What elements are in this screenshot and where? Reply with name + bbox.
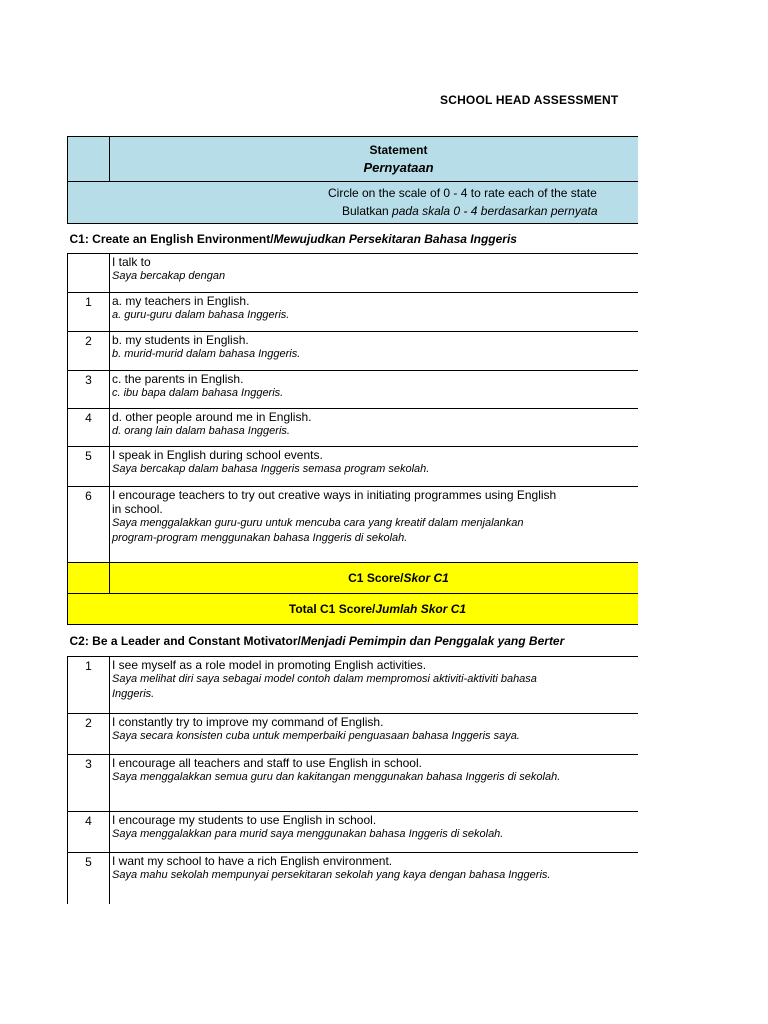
table-row <box>68 487 639 563</box>
statement-header: Statement <box>369 143 428 157</box>
section-c1-heading <box>68 224 639 254</box>
statement-text-ms: b. murid-murid dalam bahasa Inggeris. <box>112 348 301 360</box>
table-row <box>68 371 639 409</box>
statement-text-ms: Saya melihat diri saya sebagai model contoh dalam mempromosi aktiviti-aktiviti bahasa <box>112 673 537 685</box>
item-number: 4 <box>68 812 110 853</box>
statement-text-ms-cont: Inggeris. <box>112 688 155 700</box>
table-row <box>68 332 639 371</box>
statement-text: d. other people around me in English. <box>112 410 312 424</box>
statement-header-ms: Pernyataan <box>363 160 434 175</box>
item-number: 5 <box>68 447 110 487</box>
statement-text-ms: c. ibu bapa dalam bahasa Inggeris. <box>112 387 284 399</box>
table-row <box>68 254 639 293</box>
c1-title-ms: Mewujudkan Persekitaran Bahasa Inggeris <box>273 231 517 246</box>
statement-text-ms: Saya bercakap dengan <box>112 270 226 282</box>
instructions-en: Circle on the scale of 0 - 4 to rate each of the state <box>328 186 597 200</box>
statement-text: I talk to <box>112 255 151 269</box>
table-row <box>68 657 639 714</box>
statement-text: c. the parents in English. <box>112 372 244 386</box>
item-number: 2 <box>68 714 110 755</box>
table-row <box>68 812 639 853</box>
c1-total-row <box>68 594 639 625</box>
table-row <box>68 447 639 487</box>
statement-text-ms: Saya mahu sekolah mempunyai persekitaran sekolah yang kaya dengan bahasa Inggeris. <box>112 869 551 881</box>
item-number: 1 <box>68 657 110 714</box>
statement-text-ms: Saya menggalakkan guru-guru untuk mencuba cara yang kreatif dalam menjalankan <box>112 517 524 529</box>
statement-text-ms-cont: program-program menggunakan bahasa Inggeris di sekolah. <box>112 532 408 544</box>
item-number: 4 <box>68 409 110 447</box>
c2-title: C2: Be a Leader and Constant Motivator/ <box>69 633 301 648</box>
c1-total-label: Total C1 Score/Jumlah Skor C1 <box>68 594 639 625</box>
statement-text: I encourage all teachers and staff to use English in school. <box>112 756 422 770</box>
instructions-ms: Bulatkan pada skala 0 - 4 berdasarkan pernyata <box>342 204 598 218</box>
instructions-cell <box>68 182 639 224</box>
item-number: 2 <box>68 332 110 371</box>
statement-text-ms: Saya bercakap dalam bahasa Inggeris semasa program sekolah. <box>112 463 430 475</box>
item-number: 6 <box>68 487 110 563</box>
table-row <box>68 755 639 812</box>
section-c2-heading <box>68 625 639 657</box>
table-row <box>68 293 639 332</box>
page-title: SCHOOL HEAD ASSESSMENT <box>440 93 619 107</box>
statement-text: b. my students in English. <box>112 333 249 347</box>
instructions-row <box>68 182 639 224</box>
statement-text-ms: Saya secara konsisten cuba untuk memperbaiki penguasaan bahasa Inggeris saya. <box>112 730 520 742</box>
item-number: 1 <box>68 293 110 332</box>
statement-header-cell <box>110 137 639 182</box>
statement-text: I encourage my students to use English in school. <box>112 813 377 827</box>
c2-title-ms: Menjadi Pemimpin dan Penggalak yang Berter <box>300 633 565 648</box>
statement-text: I encourage teachers to try out creative ways in initiating programmes using English <box>112 488 557 502</box>
statement-text-ms: Saya menggalakkan semua guru dan kakitangan menggunakan bahasa Inggeris di sekolah. <box>112 771 561 783</box>
item-number: 3 <box>68 371 110 409</box>
assessment-table <box>67 136 638 904</box>
table-header-row <box>68 137 639 182</box>
table-row <box>68 853 639 905</box>
table-row <box>68 409 639 447</box>
c1-score-row <box>68 563 639 594</box>
statement-text: a. my teachers in English. <box>112 294 250 308</box>
number-header-cell <box>68 137 110 182</box>
c1-score-label: C1 Score/Skor C1 <box>110 563 639 594</box>
item-number: 5 <box>68 853 110 905</box>
statement-text-ms: Saya menggalakkan para murid saya menggunakan bahasa Inggeris di sekolah. <box>112 828 504 840</box>
statement-text-cont: in school. <box>112 502 163 516</box>
statement-text: I speak in English during school events. <box>112 448 323 462</box>
statement-text: I constantly try to improve my command of English. <box>112 715 384 729</box>
item-number: 3 <box>68 755 110 812</box>
statement-text-ms: a. guru-guru dalam bahasa Inggeris. <box>112 309 290 321</box>
table-row <box>68 714 639 755</box>
statement-text: I want my school to have a rich English environment. <box>112 854 393 868</box>
statement-text-ms: d. orang lain dalam bahasa Inggeris. <box>112 425 290 437</box>
c1-title: C1: Create an English Environment/ <box>69 231 274 246</box>
statement-text: I see myself as a role model in promoting English activities. <box>112 658 427 672</box>
